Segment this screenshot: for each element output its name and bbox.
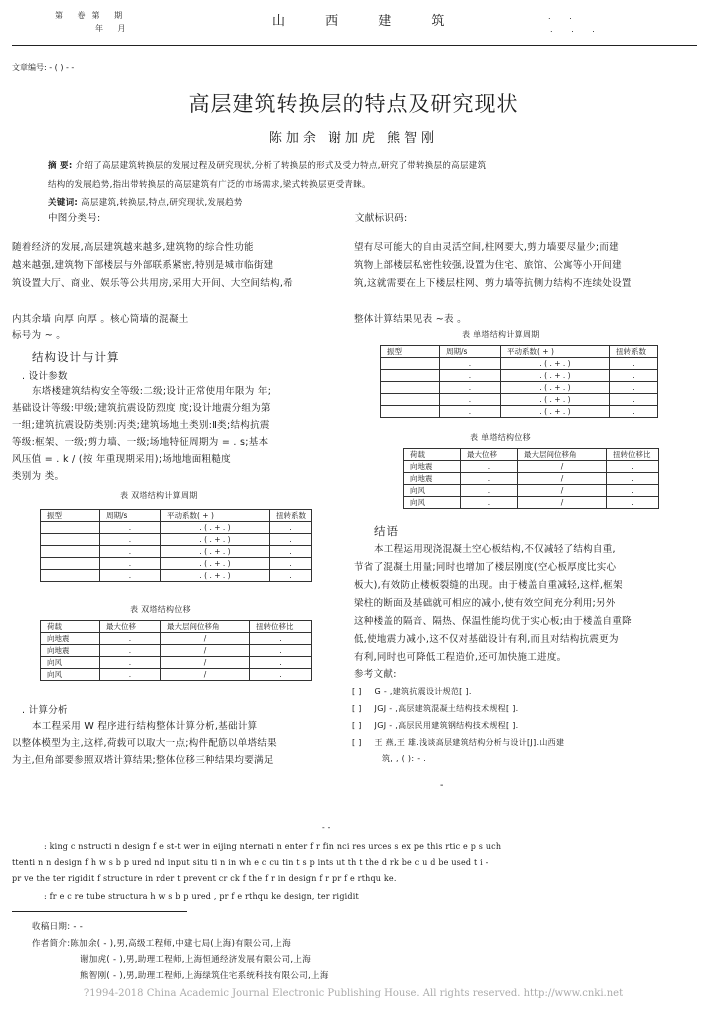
table-row: [381, 370, 658, 382]
reference-text: JGJ - ,高层建筑混凝土结构技术规程[ ].: [374, 704, 519, 713]
cell: .: [607, 473, 659, 485]
cell: .: [270, 522, 312, 534]
section-heading-conclusion: 结语: [374, 524, 399, 538]
header-right-1: . .: [548, 12, 580, 21]
english-abstract-3: pr ve the ter rigidit f structure in rder t prevent cr ck f the f r in design f r pr f e rthqu ke.: [12, 874, 397, 883]
cell: 向地震: [404, 461, 461, 473]
table-row: [404, 497, 659, 509]
reference-number: [ ]: [352, 704, 362, 713]
cell: .: [270, 558, 312, 570]
cell: .: [100, 669, 161, 681]
cell: .: [250, 633, 312, 645]
col-header: 最大位移: [461, 449, 518, 461]
analysis-line-2: 以整体模型为主,这样,荷载可以取大一点;构件配筋以单塔结果: [12, 738, 277, 749]
doc-code-label: 文献标识码:: [355, 213, 408, 224]
article-number: 文章编号: - ( ) - -: [12, 63, 75, 72]
cell: /: [161, 669, 250, 681]
cell: .: [610, 406, 658, 418]
cell: /: [161, 633, 250, 645]
param-line-4: 等级:框架、一级;剪力墙、一级;场地特征周期为 = . s;基本: [12, 437, 269, 448]
left-line-2: 标号为 ~ 。: [12, 330, 67, 341]
single-period-table: [380, 345, 658, 418]
cell: .: [250, 657, 312, 669]
cell: 向风: [41, 657, 100, 669]
author-bio-label: 作者简介:: [32, 939, 71, 949]
col-header: 最大层间位移角: [161, 621, 250, 633]
cell: .: [610, 382, 658, 394]
conclusion-line-1: 本工程运用现浇混凝土空心板结构,不仅减轻了结构自重,: [374, 544, 616, 555]
table-row: [381, 406, 658, 418]
col-header: 最大位移: [100, 621, 161, 633]
col-header: 周期/s: [440, 346, 501, 358]
references-label: 参考文献:: [354, 669, 397, 680]
english-title-line: - -: [322, 823, 331, 832]
table-row: [41, 633, 312, 645]
subheading-analysis: . 计算分析: [22, 705, 68, 716]
right-line-1: 整体计算结果见表 ~表 。: [354, 314, 467, 325]
cell: .: [100, 645, 161, 657]
cell: .: [607, 497, 659, 509]
table-row: [41, 657, 312, 669]
cell: /: [518, 497, 607, 509]
table-row: [41, 546, 312, 558]
author-bio-3: 熊智刚( - ),男,助理工程师,上海绿筑住宅系统科技有限公司,上海: [80, 971, 329, 981]
table-row: [41, 669, 312, 681]
cell: 向风: [404, 485, 461, 497]
footnote-rule: [12, 911, 187, 912]
cell: .: [440, 394, 501, 406]
conclusion-line-5: 这种楼盖的隔音、隔热、保温性能均优于实心板;由于楼盖自重降: [354, 616, 632, 627]
reference-text: 王 燕,王 雄.浅谈高层建筑结构分析与设计[J].山西建: [374, 738, 565, 747]
conclusion-line-7: 有利,同时也可降低工程造价,还可加快施工进度。: [354, 652, 567, 663]
received-date: 收稿日期: - -: [32, 922, 84, 932]
author-bio-1: [32, 936, 291, 952]
reference-number: [ ]: [352, 687, 362, 696]
cell: 向地震: [41, 633, 100, 645]
col-header: 扭转位移比: [250, 621, 312, 633]
cell: /: [518, 485, 607, 497]
cell: .: [250, 645, 312, 657]
analysis-line-3: 为主,但角部要参照双塔计算结果;整体位移三种结果均要满足: [12, 755, 274, 766]
cell: . ( . + . ): [161, 546, 270, 558]
cell: .: [607, 461, 659, 473]
cell: . ( . + . ): [501, 394, 610, 406]
table-row: [41, 645, 312, 657]
cell: . ( . + . ): [161, 522, 270, 534]
cell: /: [161, 645, 250, 657]
cell: .: [610, 394, 658, 406]
param-line-1: 东塔楼建筑结构安全等级:二级;设计正常使用年限为 年;: [32, 386, 272, 397]
english-abstract-2: ttenti n n design f h w s b p ured nd input situ ti n in wh e c cu tin t s p ints ut th t the d rk be c u d be used t i -: [12, 858, 489, 867]
intro-right-3: 筑,这就需要在上下楼层柱网、剪力墙等抗侧力结构不连续处设置: [354, 278, 632, 289]
table-row: [381, 382, 658, 394]
col-header: 最大层间位移角: [518, 449, 607, 461]
cell: .: [461, 461, 518, 473]
clc-label: 中图分类号:: [48, 213, 101, 224]
col-header: 扭转系数: [610, 346, 658, 358]
param-line-5: 风压值 = . k / (按 年重现期采用);场地地面粗糙度: [12, 454, 231, 465]
col-header: 振型: [381, 346, 440, 358]
cell: .: [440, 382, 501, 394]
header-rule: [12, 45, 697, 46]
cell: 向风: [404, 497, 461, 509]
cell: .: [440, 406, 501, 418]
issue-date: 年 月: [95, 24, 132, 33]
journal-name: 山 西 建 筑: [272, 14, 463, 29]
author-bio-2: 谢加虎( - ),男,助理工程师,上海恒通经济发展有限公司,上海: [80, 955, 312, 965]
cell: . ( . + . ): [501, 370, 610, 382]
cell: .: [440, 358, 501, 370]
keywords-label: 关键词:: [48, 198, 79, 208]
table-caption-single-disp: 表 单塔结构位移: [470, 433, 531, 442]
conclusion-line-3: 板大),有效防止楼板裂缝的出现。由于楼盖自重减轻,这样,框架: [354, 580, 623, 591]
cell: .: [607, 485, 659, 497]
copyright-watermark: ?1994-2018 China Academic Journal Electronic Publishing House. All rights reserved. http://www.cnki.net: [83, 988, 624, 999]
author-list: 陈加余 谢加虎 熊智刚: [268, 131, 439, 146]
cell: .: [100, 534, 161, 546]
table-row: [41, 534, 312, 546]
intro-right-2: 筑物上部楼层私密性较强,设置为住宅、旅馆、公寓等小开间建: [354, 260, 622, 271]
header-right-2: . . .: [550, 25, 603, 34]
analysis-line-1: 本工程采用 W 程序进行结构整体计算分析,基础计算: [32, 721, 258, 732]
cell: . ( . + . ): [161, 570, 270, 582]
cell: 向地震: [41, 645, 100, 657]
col-header: 平动系数( + ): [501, 346, 610, 358]
abstract-label: 摘 要:: [48, 161, 73, 171]
table-caption-single-period: 表 单塔结构计算周期: [462, 330, 540, 339]
table-row: [381, 358, 658, 370]
conclusion-line-4: 梁柱的断面及基础就可相应的减小,使有效空间充分利用;另外: [354, 598, 616, 609]
cell: .: [100, 633, 161, 645]
issue-info: 第 卷第 期: [55, 11, 129, 20]
cell: .: [461, 497, 518, 509]
param-line-2: 基础设计等级:甲级;建筑抗震设防烈度 度;设计地震分组为第: [12, 403, 271, 414]
cell: . ( . + . ): [501, 358, 610, 370]
intro-right-1: 望有尽可能大的自由灵活空间,柱网要大,剪力墙要尽量少;而建: [354, 242, 619, 253]
cell: .: [610, 370, 658, 382]
col-header: 周期/s: [100, 510, 161, 522]
table-caption-twin-period: 表 双塔结构计算周期: [120, 491, 198, 500]
twin-displacement-table: [40, 620, 312, 681]
cell: .: [100, 546, 161, 558]
cell: 向风: [41, 669, 100, 681]
abstract: [48, 158, 486, 174]
reference-item: [352, 718, 519, 734]
table-caption-twin-disp: 表 双塔结构位移: [130, 605, 191, 614]
keywords: [48, 195, 243, 211]
cell: .: [440, 370, 501, 382]
cell: .: [250, 669, 312, 681]
col-header: 振型: [41, 510, 100, 522]
cell: .: [270, 570, 312, 582]
cell: . ( . + . ): [161, 534, 270, 546]
reference-continuation: 筑, , ( ): - .: [382, 754, 427, 763]
intro-left-1: 随着经济的发展,高层建筑越来越多,建筑物的综合性功能: [12, 242, 254, 253]
cell: .: [270, 546, 312, 558]
reference-text: JGJ - ,高层民用建筑钢结构技术规程[ ].: [374, 721, 519, 730]
cell: /: [161, 657, 250, 669]
cell: . ( . + . ): [161, 558, 270, 570]
reference-item: [352, 684, 472, 700]
cell: /: [518, 473, 607, 485]
cell: .: [100, 522, 161, 534]
intro-left-2: 越来越强,建筑物下部楼层与外部联系紧密,特别是城市临街建: [12, 260, 274, 271]
conclusion-line-2: 节省了混凝土用量;同时也增加了楼层刚度(空心板厚度比实心: [354, 562, 617, 573]
col-header: 平动系数( + ): [161, 510, 270, 522]
cell: /: [518, 461, 607, 473]
subheading-params: . 设计参数: [22, 371, 68, 382]
param-line-3: 一组;建筑抗震设防类别:丙类;建筑场地土类别:Ⅱ类;结构抗震: [12, 420, 270, 431]
cell: .: [461, 485, 518, 497]
english-keywords: : fr e c re tube structura h w s b p ured , pr f e rthqu ke design, ter rigidit: [44, 892, 359, 901]
author-bio-text: 陈加余( - ),男,高级工程师,中建七局(上海)有限公司,上海: [70, 939, 292, 949]
param-line-6: 类别为 类。: [12, 471, 65, 482]
english-abstract-1: : king c nstructi n design f e st-t wer in eijing nternati n enter f r fin nci res urces s ex pe this rtic e p s uch: [44, 842, 502, 851]
conclusion-line-6: 低,使地震力减小,这不仅对基础设计有利,而且对结构抗震更为: [354, 634, 619, 645]
cell: .: [461, 473, 518, 485]
cell: . ( . + . ): [501, 406, 610, 418]
end-mark: -: [440, 780, 444, 791]
table-row: [404, 461, 659, 473]
table-row: [41, 570, 312, 582]
abstract-line-1: 介绍了高层建筑转换层的发展过程及研究现状,分析了转换层的形式及受力特点,研究了带转换层的高层建筑: [75, 161, 487, 171]
col-header: 荷载: [404, 449, 461, 461]
table-row: [41, 558, 312, 570]
intro-left-3: 筑设置大厅、商业、娱乐等公共用房,采用大开间、大空间结构,希: [12, 278, 294, 289]
cell: .: [100, 558, 161, 570]
section-heading-design: 结构设计与计算: [32, 350, 120, 364]
cell: .: [610, 358, 658, 370]
table-row: [381, 394, 658, 406]
table-row: [404, 473, 659, 485]
reference-number: [ ]: [352, 738, 362, 747]
reference-item: [352, 735, 564, 751]
keywords-value: 高层建筑,转换层,特点,研究现状,发展趋势: [81, 198, 243, 208]
cell: .: [100, 570, 161, 582]
cell: .: [100, 657, 161, 669]
abstract-line-2: 结构的发展趋势,指出带转换层的高层建筑有广泛的市场需求,梁式转换层更受青睐。: [48, 180, 371, 190]
reference-item: [352, 701, 519, 717]
article-title: 高层建筑转换层的特点及研究现状: [188, 92, 519, 116]
cell: 向地震: [404, 473, 461, 485]
twin-period-table: [40, 509, 312, 582]
col-header: 扭转系数: [270, 510, 312, 522]
col-header: 扭转位移比: [607, 449, 659, 461]
table-row: [41, 522, 312, 534]
reference-text: G - ,建筑抗震设计规范[ ].: [374, 687, 472, 696]
col-header: 荷载: [41, 621, 100, 633]
single-displacement-table: [403, 448, 659, 509]
left-line-1: 内其余墙 向厚 向厚 。核心筒墙的混凝土: [12, 314, 189, 325]
cell: . ( . + . ): [501, 382, 610, 394]
cell: .: [270, 534, 312, 546]
table-row: [404, 485, 659, 497]
reference-number: [ ]: [352, 721, 362, 730]
